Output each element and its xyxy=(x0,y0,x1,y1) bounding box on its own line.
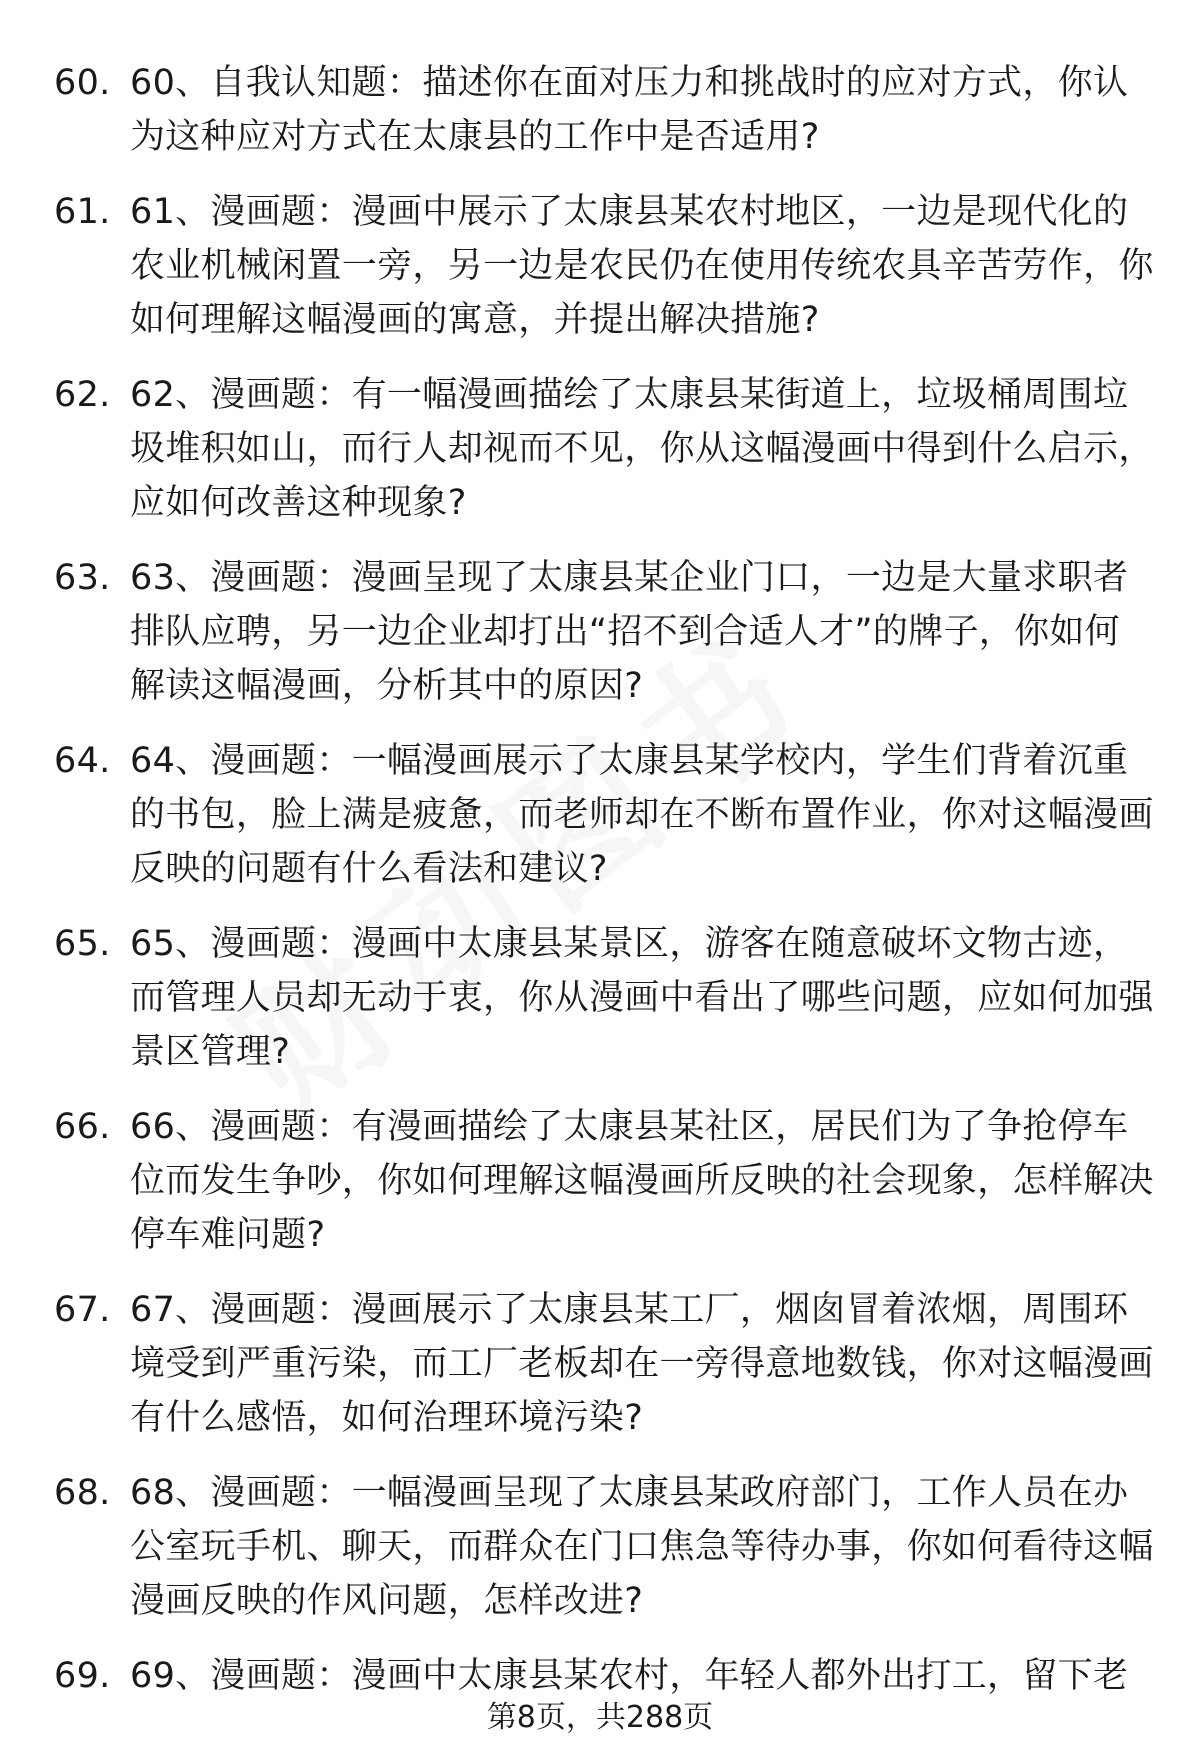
question-text: 64、漫画题：一幅漫画展示了太康县某学校内，学生们背着沉重的书包，脸上满是疲惫，而老师却在不断布置作业，你对这幅漫画反映的问题有什么看法和建议? xyxy=(130,741,1154,889)
question-item xyxy=(54,56,1154,164)
question-text: 66、漫画题：有漫画描绘了太康县某社区，居民们为了争抢停车位而发生争吵，你如何理解这幅漫画所反映的社会现象，怎样解决停车难问题? xyxy=(130,1107,1154,1255)
question-item xyxy=(54,368,1154,530)
question-text: 62、漫画题：有一幅漫画描绘了太康县某街道上，垃圾桶周围垃圾堆积如山，而行人却视而不见，你从这幅漫画中得到什么启示，应如何改善这种现象? xyxy=(130,375,1154,523)
question-text: 67、漫画题：漫画展示了太康县某工厂，烟囱冒着浓烟，周围环境受到严重污染，而工厂老板却在一旁得意地数钱，你对这幅漫画有什么感悟，如何治理环境污染? xyxy=(130,1290,1154,1438)
question-item xyxy=(54,551,1154,713)
question-number: 67. xyxy=(54,1290,111,1330)
question-text: 69、漫画题：漫画中太康县某农村，年轻人都外出打工，留下老 xyxy=(130,1656,1129,1696)
question-number: 65. xyxy=(54,924,111,964)
question-item xyxy=(54,1283,1154,1445)
question-number: 61. xyxy=(54,192,111,232)
question-number: 62. xyxy=(54,375,111,415)
question-item xyxy=(54,1649,1154,1703)
question-text: 63、漫画题：漫画呈现了太康县某企业门口，一边是大量求职者排队应聘，另一边企业却打出“招不到合适人才”的牌子，你如何解读这幅漫画，分析其中的原因? xyxy=(130,558,1129,706)
question-item xyxy=(54,917,1154,1079)
question-text: 65、漫画题：漫画中太康县某景区，游客在随意破坏文物古迹，而管理人员却无动于衷，你从漫画中看出了哪些问题，应如何加强景区管理? xyxy=(130,924,1154,1072)
question-number: 60. xyxy=(54,63,111,103)
question-item xyxy=(54,1466,1154,1628)
question-item xyxy=(54,1100,1154,1262)
question-text: 68、漫画题：一幅漫画呈现了太康县某政府部门，工作人员在办公室玩手机、聊天，而群众在门口焦急等待办事，你如何看待这幅漫画反映的作风问题，怎样改进? xyxy=(130,1473,1154,1621)
question-item xyxy=(54,734,1154,896)
question-number: 63. xyxy=(54,558,111,598)
question-text: 61、漫画题：漫画中展示了太康县某农村地区，一边是现代化的农业机械闲置一旁，另一边是农民仍在使用传统农具辛苦劳作，你如何理解这幅漫画的寓意，并提出解决措施? xyxy=(130,192,1154,340)
question-item xyxy=(54,185,1154,347)
question-list xyxy=(54,56,1154,1724)
question-number: 68. xyxy=(54,1473,111,1513)
question-number: 66. xyxy=(54,1107,111,1147)
question-number: 69. xyxy=(54,1656,111,1696)
page-footer: 第8页，共288页 xyxy=(486,1700,714,1735)
question-text: 60、自我认知题：描述你在面对压力和挑战时的应对方式，你认为这种应对方式在太康县的工作中是否适用? xyxy=(130,63,1129,157)
question-number: 64. xyxy=(54,741,111,781)
